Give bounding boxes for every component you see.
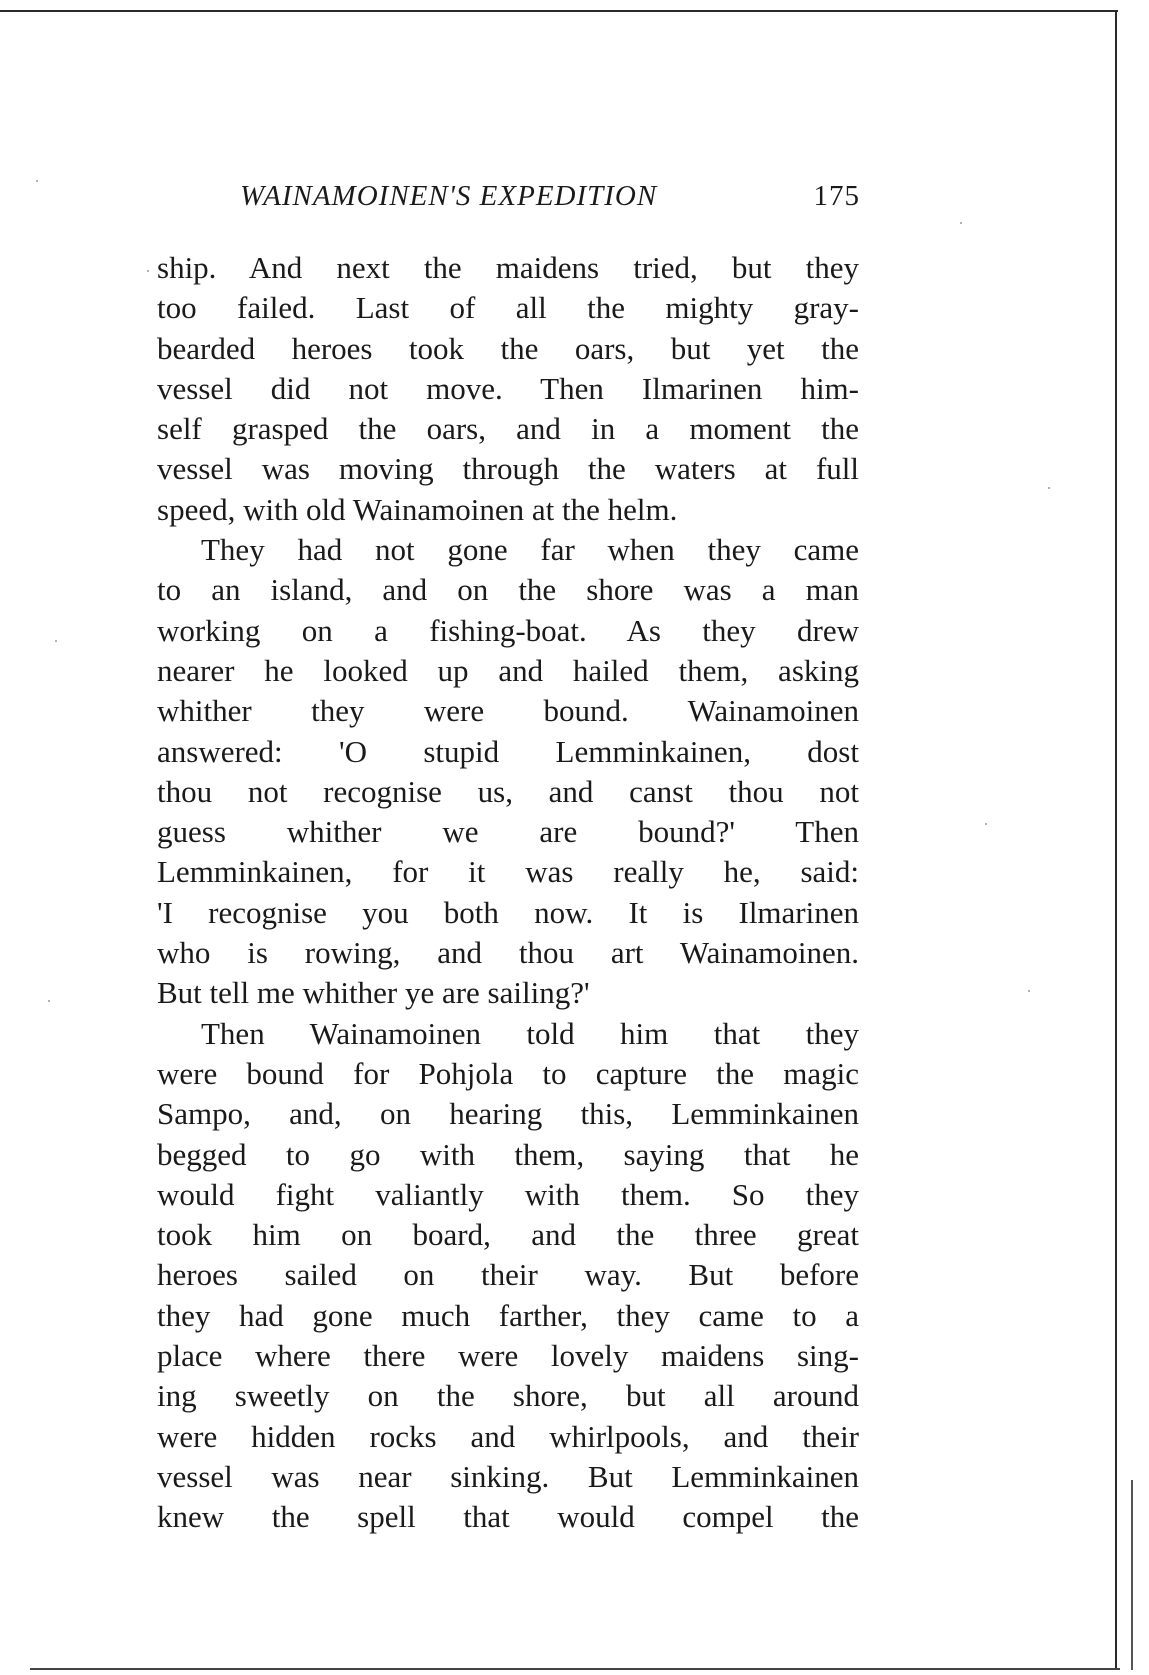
text-line: whither they were bound. Wainamoinen <box>157 693 859 729</box>
text-line: begged to go with them, saying that he <box>157 1136 859 1172</box>
text-line: But tell me whither ye are sailing?' <box>157 975 590 1011</box>
text-line: thou not recognise us, and canst thou not <box>157 773 859 809</box>
text-line: nearer he looked up and hailed them, asking <box>157 652 859 688</box>
text-line: vessel was moving through the waters at full <box>157 451 859 487</box>
text-line: would fight valiantly with them. So they <box>157 1176 859 1212</box>
page-edge-top <box>0 10 1118 12</box>
page-edge-bottom <box>30 1668 1120 1670</box>
text-line: Then Wainamoinen told him that they <box>201 1015 859 1051</box>
text-line: answered: 'O stupid Lemminkainen, dost <box>157 733 859 769</box>
text-line: speed, with old Wainamoinen at the helm. <box>157 491 678 527</box>
text-line: took him on board, and the three great <box>157 1217 859 1253</box>
text-line: heroes sailed on their way. But before <box>157 1257 859 1293</box>
text-line: self grasped the oars, and in a moment the <box>157 411 859 447</box>
running-title: WAINAMOINEN'S EXPEDITION <box>240 180 658 212</box>
scan-speck <box>55 640 57 642</box>
text-line: ing sweetly on the shore, but all around <box>157 1378 859 1414</box>
text-line: vessel did not move. Then Ilmarinen him- <box>157 370 859 406</box>
text-line: place where there were lovely maidens sing- <box>157 1338 859 1374</box>
text-line: to an island, and on the shore was a man <box>157 572 859 608</box>
page-edge-right-inner <box>1131 1480 1133 1670</box>
text-line: they had gone much farther, they came to a <box>157 1297 859 1333</box>
text-line: were bound for Pohjola to capture the magic <box>157 1055 859 1091</box>
text-line: Sampo, and, on hearing this, Lemminkainen <box>157 1096 859 1132</box>
page-edge-right <box>1115 10 1117 1670</box>
running-head <box>240 180 860 220</box>
text-line: too failed. Last of all the mighty gray- <box>157 290 859 326</box>
text-line: 'I recognise you both now. It is Ilmarinen <box>157 894 859 930</box>
text-line: ship. And next the maidens tried, but they <box>157 250 859 285</box>
scan-speck <box>36 180 38 182</box>
text-line: who is rowing, and thou art Wainamoinen. <box>157 935 859 971</box>
scan-speck <box>985 823 987 825</box>
scan-speck <box>1048 487 1050 489</box>
text-line: They had not gone far when they came <box>201 532 859 568</box>
text-line: working on a fishing-boat. As they drew <box>157 612 859 648</box>
text-line: knew the spell that would compel the <box>157 1499 859 1535</box>
text-line: guess whither we are bound?' Then <box>157 814 859 850</box>
scan-speck <box>147 270 149 272</box>
body-text <box>157 248 859 1538</box>
scan-speck <box>48 1000 50 1002</box>
text-line: vessel was near sinking. But Lemminkainen <box>157 1458 859 1494</box>
text-line: bearded heroes took the oars, but yet the <box>157 330 859 366</box>
scan-speck <box>1028 990 1030 992</box>
scan-speck <box>960 222 962 224</box>
text-line: Lemminkainen, for it was really he, said: <box>157 854 859 890</box>
text-line: were hidden rocks and whirlpools, and their <box>157 1418 859 1454</box>
page-number: 175 <box>813 180 860 212</box>
